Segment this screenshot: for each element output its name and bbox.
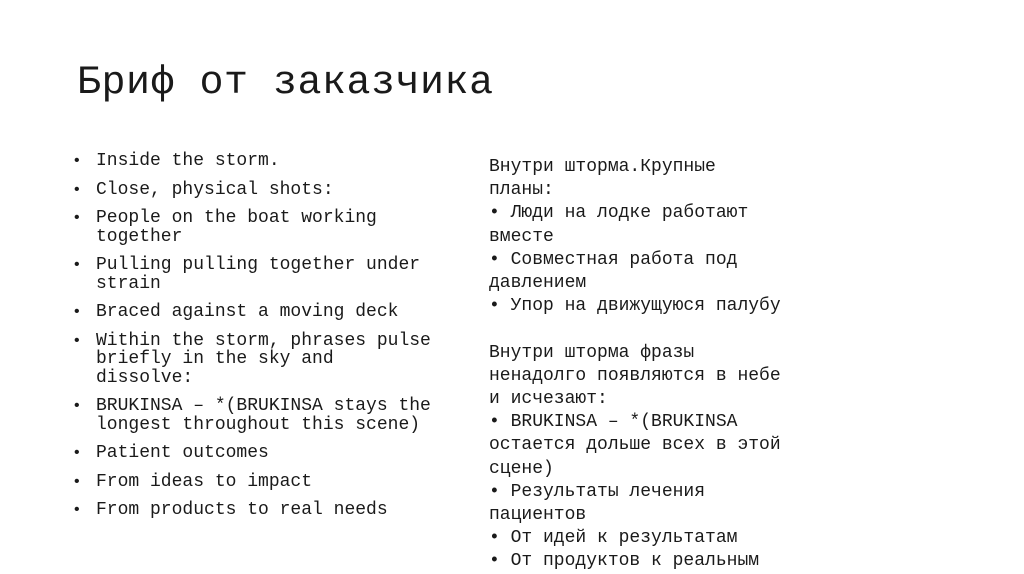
list-item xyxy=(72,303,432,322)
bullet-icon: • xyxy=(74,472,80,490)
text-line: планы: xyxy=(489,180,554,201)
text-line xyxy=(489,318,849,341)
list-item xyxy=(72,152,432,171)
english-bullet-list xyxy=(72,152,432,530)
list-item-text: Within the storm, phrases pulse briefly in the sky and dissolve: xyxy=(96,330,431,388)
list-item xyxy=(72,209,432,246)
text-line: сцене) xyxy=(489,458,554,479)
bullet-icon: • xyxy=(74,331,80,349)
list-item xyxy=(72,397,432,434)
text-line: вместе xyxy=(489,226,554,247)
text-line: ненадолго появляются в небе xyxy=(489,365,781,386)
text-line: • BRUKINSA – *(BRUKINSA xyxy=(489,412,738,433)
text-line: пациентов xyxy=(489,505,587,526)
bullet-icon: • xyxy=(74,444,80,461)
list-item-text: Braced against a moving deck xyxy=(96,302,399,322)
bullet-icon: • xyxy=(74,209,80,226)
text-line: остается дольше всех в этой xyxy=(489,435,781,456)
list-item xyxy=(72,181,432,200)
list-item-text: Close, physical shots: xyxy=(96,179,334,200)
bullet-icon: • xyxy=(74,397,80,414)
list-item xyxy=(72,473,432,492)
bullet-icon: • xyxy=(74,180,80,198)
text-line: • Люди на лодке работают xyxy=(489,203,749,224)
bullet-icon: • xyxy=(74,303,80,320)
list-item xyxy=(72,501,432,520)
list-item-text: From products to real needs xyxy=(96,500,388,520)
list-item-text: People on the boat working together xyxy=(96,208,377,247)
text-line: • Совместная работа под xyxy=(489,249,738,270)
bullet-icon: • xyxy=(74,501,80,518)
text-line: • Результаты лечения xyxy=(489,481,706,502)
list-item-text: Inside the storm. xyxy=(96,151,280,171)
slide-title: Бриф от заказчика xyxy=(77,61,494,106)
text-line: • От идей к результатам xyxy=(489,528,738,549)
list-item-text: BRUKINSA – *(BRUKINSA stays the longest throughout this scene) xyxy=(96,396,431,435)
bullet-icon: • xyxy=(74,256,80,273)
text-line: • Упор на движущуюся палубу xyxy=(489,296,781,317)
list-item-text: Pulling pulling together under strain xyxy=(96,255,421,294)
text-line: • От продуктов к реальным xyxy=(489,551,760,572)
text-line: и исчезают: xyxy=(489,389,608,410)
text-line: Внутри шторма.Крупные xyxy=(489,157,716,177)
text-line: давлением xyxy=(489,273,587,294)
list-item xyxy=(72,332,432,388)
list-item-text: Patient outcomes xyxy=(96,443,269,463)
russian-text-block xyxy=(489,156,849,574)
text-line: Внутри шторма фразы xyxy=(489,342,695,363)
list-item xyxy=(72,444,432,463)
bullet-icon: • xyxy=(74,152,80,169)
list-item xyxy=(72,256,432,293)
list-item-text: From ideas to impact xyxy=(96,471,313,492)
